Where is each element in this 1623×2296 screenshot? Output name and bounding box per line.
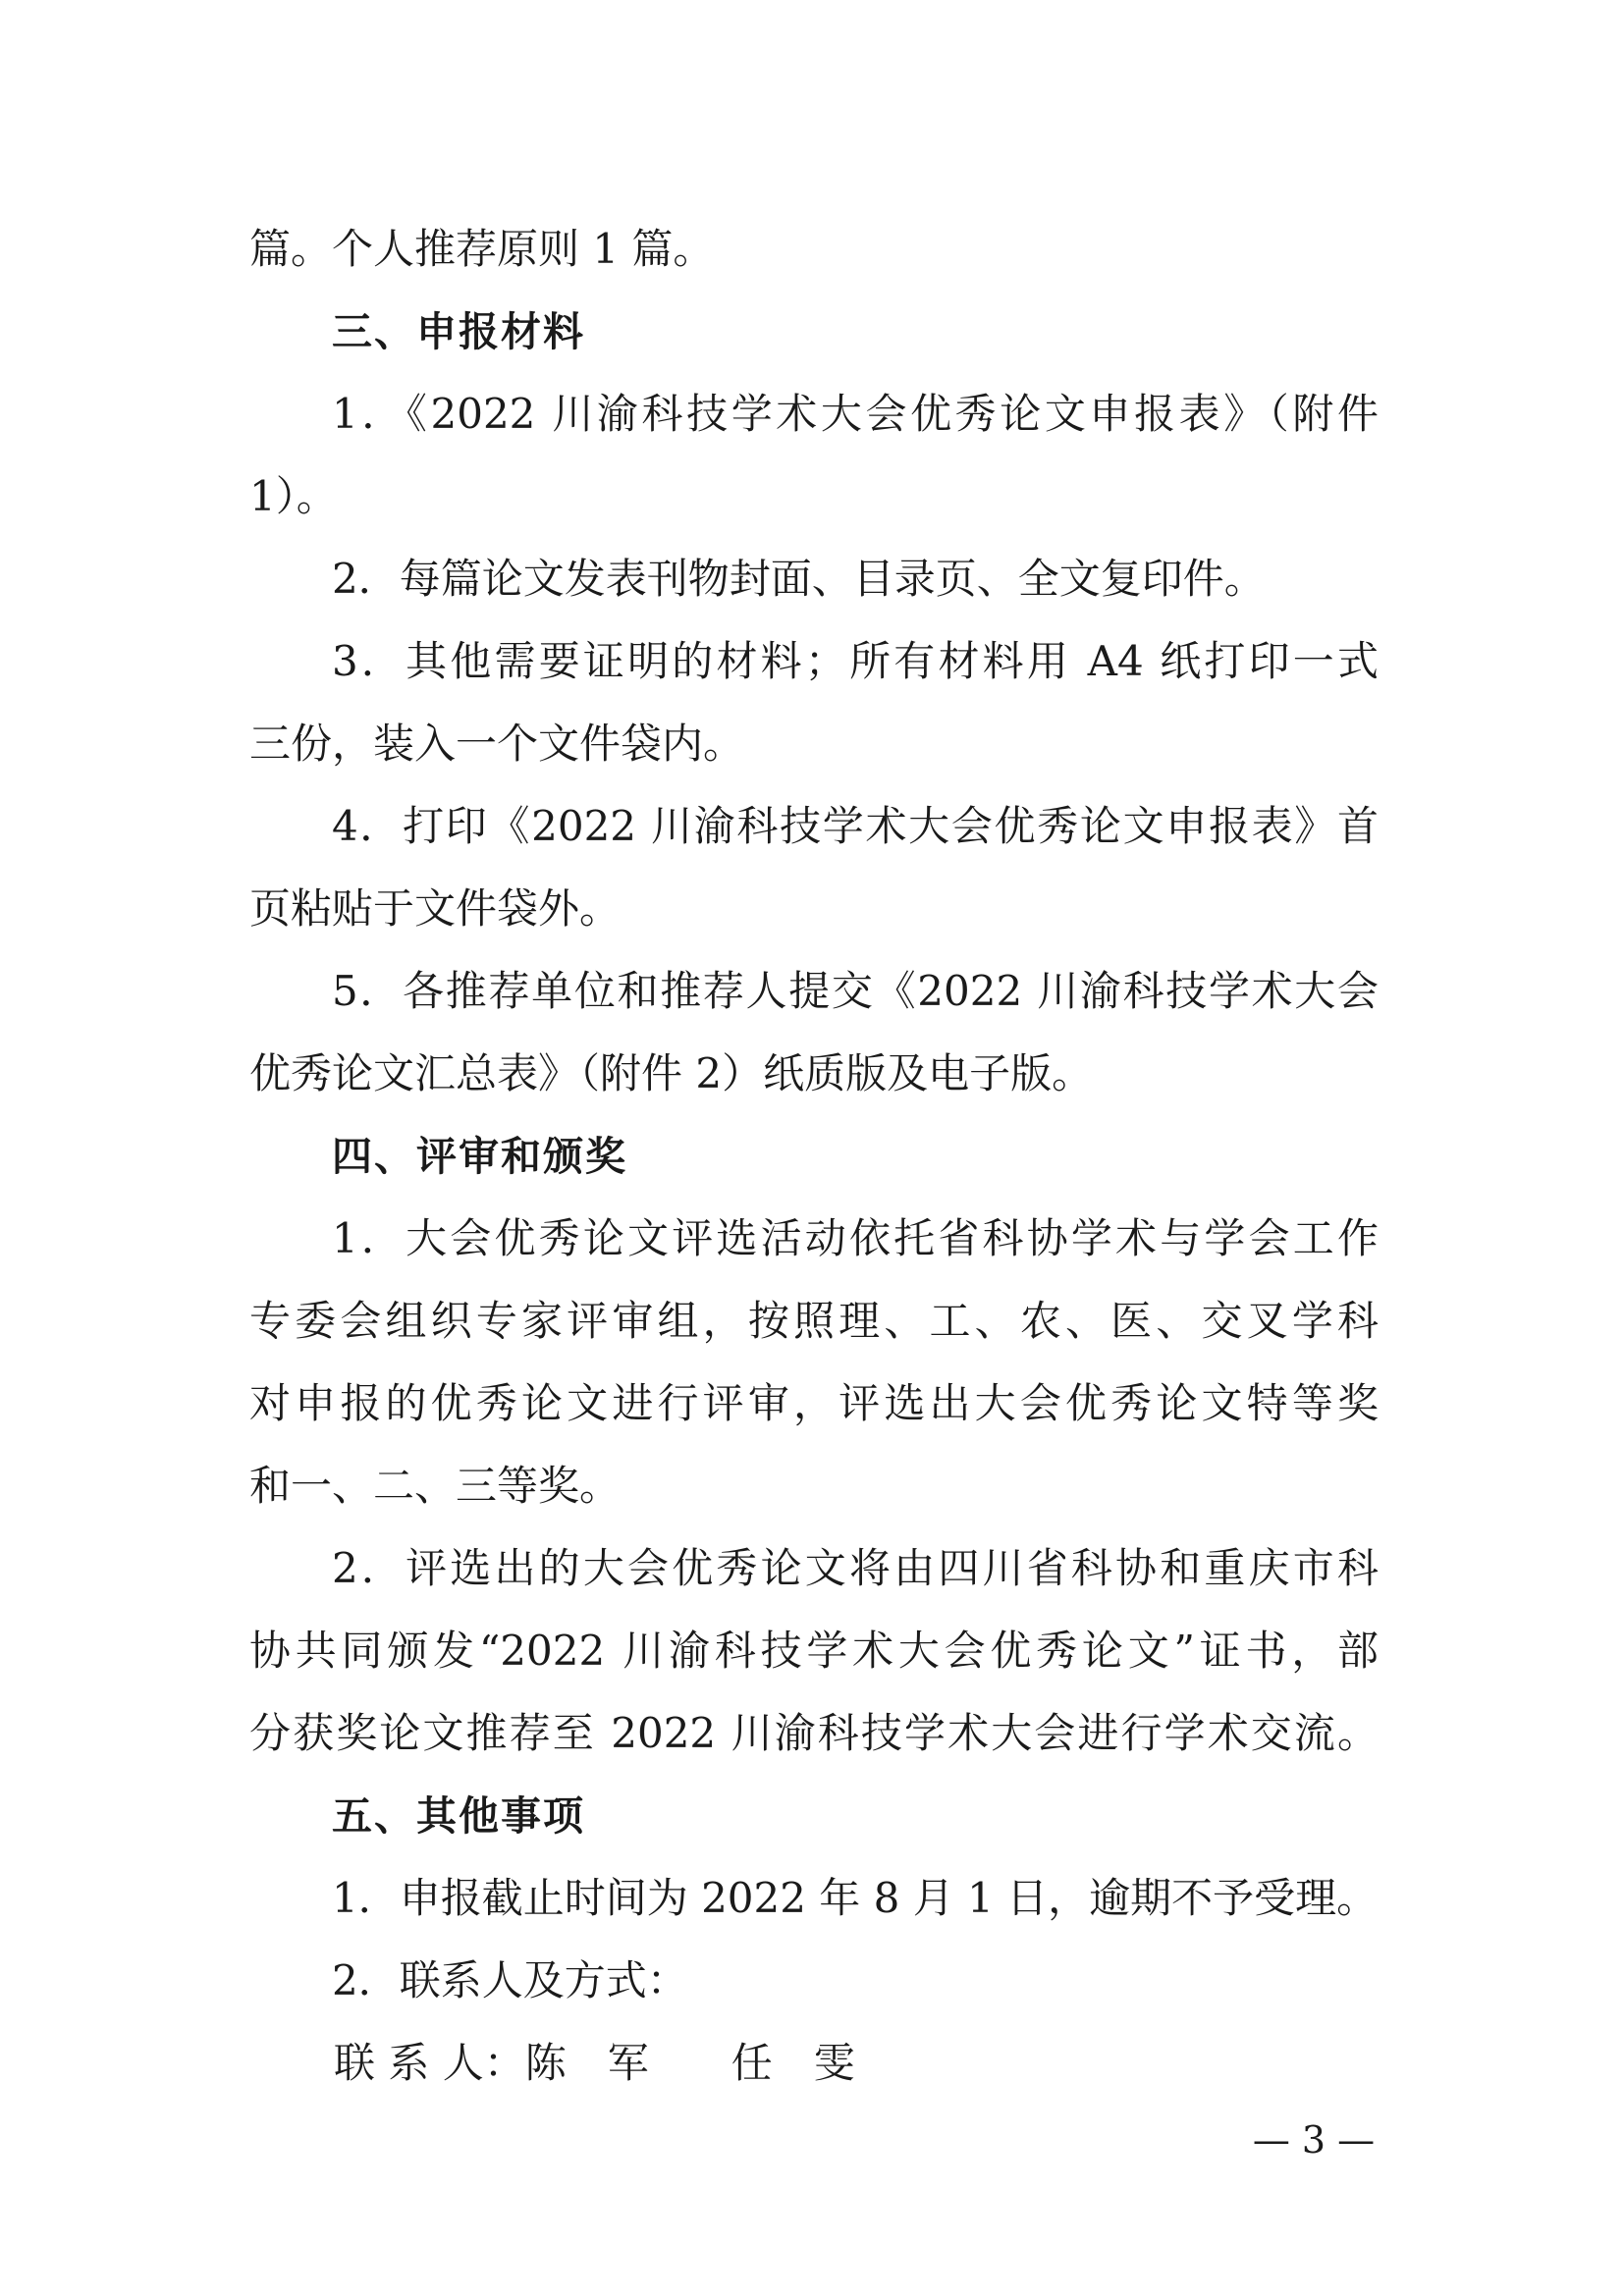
section-heading-review-awards: 四、评审和颁奖 xyxy=(332,1133,627,1180)
paragraph-line: 三份，装入一个文件袋内。 xyxy=(249,720,745,768)
paragraph-line: 专委会组织专家评审组，按照理、工、农、医、交叉学科 xyxy=(249,1297,1379,1345)
paragraph-line: 篇。个人推荐原则 1 篇。 xyxy=(249,225,715,273)
paragraph-line: 2．联系人及方式： xyxy=(332,1956,688,2004)
paragraph-line: 优秀论文汇总表》（附件 2）纸质版及电子版。 xyxy=(249,1049,1094,1097)
section-heading-materials: 三、申报材料 xyxy=(332,308,585,355)
paragraph-line: 4．打印《2022 川渝科技学术大会优秀论文申报表》首 xyxy=(332,802,1379,850)
paragraph-line: 1．大会优秀论文评选活动依托省科协学术与学会工作 xyxy=(332,1214,1379,1262)
paragraph-line: 2．评选出的大会优秀论文将由四川省科协和重庆市科 xyxy=(332,1544,1379,1592)
paragraph-line: 5．各推荐单位和推荐人提交《2022 川渝科技学术大会 xyxy=(332,967,1379,1015)
page-number: — 3 — xyxy=(1252,2118,1376,2162)
paragraph-line: 3．其他需要证明的材料；所有材料用 A4 纸打印一式 xyxy=(332,637,1379,685)
paragraph-line: 2．每篇论文发表刊物封面、目录页、全文复印件。 xyxy=(332,555,1266,603)
paragraph-line: 1．《2022 川渝科技学术大会优秀论文申报表》（附件 xyxy=(332,390,1379,438)
paragraph-line: 协共同颁发“2022 川渝科技学术大会优秀论文”证书，部 xyxy=(249,1627,1379,1675)
paragraph-line: 对申报的优秀论文进行评审，评选出大会优秀论文特等奖 xyxy=(249,1379,1379,1427)
contact-persons-line: 联 系 人：陈 军 任 雯 xyxy=(334,2039,855,2087)
paragraph-line: 1）。 xyxy=(249,472,338,520)
paragraph-line: 分获奖论文推荐至 2022 川渝科技学术大会进行学术交流。 xyxy=(249,1709,1379,1757)
section-heading-other-matters: 五、其他事项 xyxy=(332,1792,585,1840)
paragraph-line: 和一、二、三等奖。 xyxy=(249,1462,622,1510)
paragraph-line: 1．申报截止时间为 2022 年 8 月 1 日，逾期不予受理。 xyxy=(332,1874,1379,1922)
paragraph-line: 页粘贴于文件袋外。 xyxy=(249,884,622,933)
